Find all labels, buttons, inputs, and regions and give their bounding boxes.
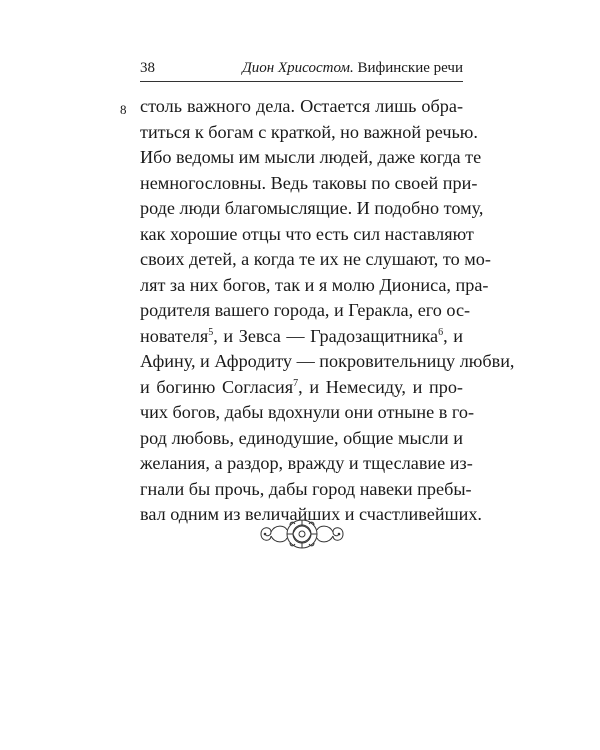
- text-line: роде люди благомыслящие. И подобно тому,: [140, 198, 484, 218]
- footnote-ref[interactable]: 7: [293, 377, 299, 389]
- floral-ornament-icon: [257, 516, 347, 552]
- text-segment: , и Зевса — Градозащитника: [213, 325, 439, 346]
- text-line: вал одним из величайших и счастливейших.: [140, 504, 482, 524]
- footnote-ref[interactable]: 5: [208, 326, 214, 338]
- text-line: чих богов, дабы вдохнули они отныне в го-: [140, 402, 475, 422]
- text-segment: , и: [443, 325, 463, 346]
- text-line: лят за них богов, так и я молю Диониса, пра-: [140, 274, 489, 295]
- text-line: титься к богам с краткой, но важной речью.: [140, 121, 478, 142]
- text-line: желания, а раздор, вражду и тщеславие из-: [140, 453, 473, 473]
- running-title-author: Дион Хрисостом.: [242, 60, 354, 76]
- text-line: Ибо ведомы им мысли людей, даже когда те: [140, 147, 482, 167]
- text-line: гнали бы прочь, дабы город навеки пребы-: [140, 478, 472, 499]
- text-line: столь важного дела. Остается лишь обра-: [140, 96, 463, 116]
- header-rule: [140, 81, 463, 82]
- text-line: Афину, и Афродиту — покровительницу любви,: [140, 351, 515, 371]
- running-title-work: Вифинские речи: [357, 60, 463, 76]
- text-line: немногословны. Ведь таковы по своей при-: [140, 172, 478, 193]
- text-line: как хорошие отцы что есть сил наставляют: [140, 223, 474, 244]
- running-header: [140, 58, 463, 78]
- text-line: своих детей, а когда те их не слушают, то мо-: [140, 249, 491, 269]
- text-line: род любовь, единодушие, общие мысли и: [140, 427, 463, 448]
- footnote-ref[interactable]: 6: [438, 326, 444, 338]
- text-segment: нователя: [140, 325, 209, 346]
- text-segment: , и Немесиду, и про-: [298, 376, 463, 397]
- running-title: [242, 58, 463, 78]
- section-margin-number: 8: [120, 102, 127, 117]
- body-text: [140, 94, 515, 528]
- text-segment: и богиню Согласия: [140, 376, 294, 397]
- text-line: [140, 375, 463, 401]
- page-number: 38: [140, 60, 155, 76]
- text-line: [140, 324, 463, 350]
- text-line: родителя вашего города, и Геракла, его ос-: [140, 300, 471, 320]
